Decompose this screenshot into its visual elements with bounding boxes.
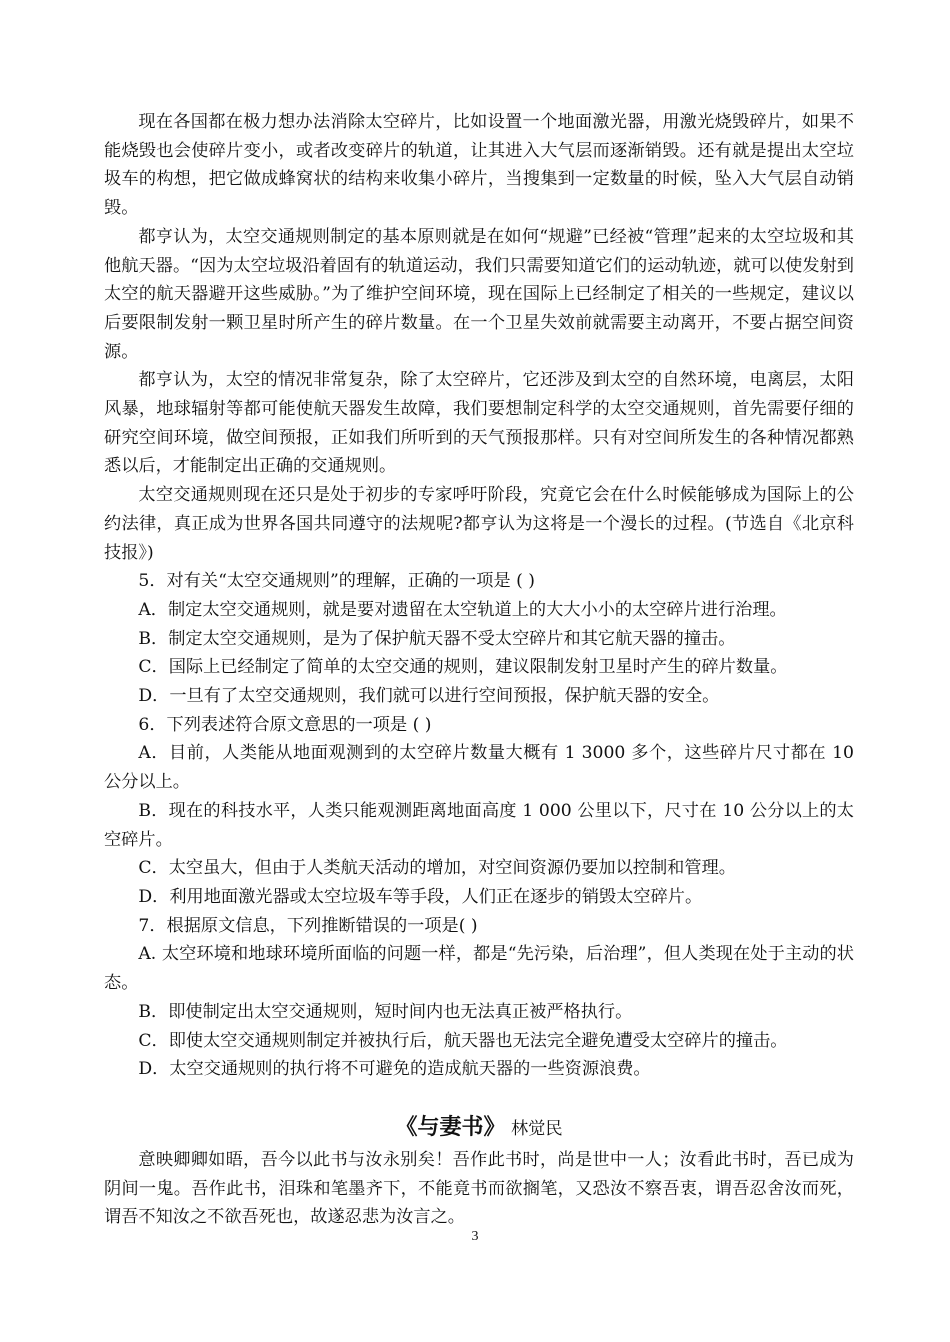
- passage-paragraph: 都亨认为，太空交通规则制定的基本原则就是在如何“规避”已经被“管理”起来的太空垃圾和其他航天器。“因为太空垃圾沿着固有的轨道运动，我们只需要知道它们的运动轨迹，就可以使发射到太空的航天器避开这些威胁。”为了维护空间环境，现在国际上已经制定了相关的一些规定，建议以后要限制发射一颗卫星时所产生的碎片数量。在一个卫星失效前就需要主动离开，不要占据空间资源。: [104, 226, 854, 362]
- answer-option: C．太空虽大，但由于人类航天活动的增加，对空间资源仍要加以控制和管理。: [138, 858, 736, 879]
- essay-title: 《与妻书》: [395, 1113, 506, 1140]
- answer-option: A．制定太空交通规则，就是要对遗留在太空轨道上的大大小小的太空碎片进行治理。: [138, 599, 787, 620]
- answer-option: C．即使太空交通规则制定并被执行后，航天器也无法完全避免遭受太空碎片的撞击。: [138, 1030, 788, 1051]
- answer-option: A．目前，人类能从地面观测到的太空碎片数量大概有 1 3000 多个，这些碎片尺寸都在 10 公分以上。: [104, 743, 854, 793]
- answer-option: B．现在的科技水平，人类只能观测距离地面高度 1 000 公里以下，尺寸在 10 公分以上的太空碎片。: [104, 800, 854, 850]
- answer-option: D．一旦有了太空交通规则，我们就可以进行空间预报，保护航天器的安全。: [138, 686, 720, 707]
- answer-option: B．制定太空交通规则，是为了保护航天器不受太空碎片和其它航天器的撞击。: [138, 628, 736, 649]
- answer-option: A. 太空环境和地球环境所面临的问题一样，都是“先污染，后治理”，但人类现在处于主动的状态。: [104, 944, 854, 994]
- question-stem: 7．根据原文信息，下列推断错误的一项是( ): [138, 915, 478, 936]
- question-6: [104, 711, 854, 912]
- reading-passage: [104, 108, 854, 567]
- question-5: [104, 567, 854, 711]
- passage-paragraph: 现在各国都在极力想办法消除太空碎片，比如设置一个地面激光器，用激光烧毁碎片，如果不能烧毁也会使碎片变小，或者改变碎片的轨道，让其进入大气层而逐渐销毁。还有就是提出太空垃圾车的构想，把它做成蜂窝状的结构来收集小碎片，当搜集到一定数量的时候，坠入大气层自动销毁。: [104, 112, 854, 219]
- essay-section: [104, 1110, 854, 1232]
- section-spacer: [104, 1084, 854, 1110]
- document-page: [104, 108, 854, 1232]
- essay-author: 林觉民: [510, 1118, 563, 1139]
- answer-option: B．即使制定出太空交通规则，短时间内也无法真正被严格执行。: [138, 1001, 633, 1022]
- passage-paragraph: 都亨认为，太空的情况非常复杂，除了太空碎片，它还涉及到太空的自然环境，电离层，太阳风暴，地球辐射等都可能使航天器发生故障，我们要想制定科学的太空交通规则，首先需要仔细的研究空间环境，做空间预报，正如我们所听到的天气预报那样。只有对空间所发生的各种情况都熟悉以后，才能制定出正确的交通规则。: [104, 370, 854, 477]
- answer-option: D．利用地面激光器或太空垃圾车等手段，人们正在逐步的销毁太空碎片。: [138, 886, 703, 907]
- question-stem: 5．对有关“太空交通规则”的理解，正确的一项是 ( ): [138, 571, 535, 592]
- answer-option: C．国际上已经制定了简单的太空交通的规则，建议限制发射卫星时产生的碎片数量。: [138, 657, 788, 678]
- passage-paragraph: 太空交通规则现在还只是处于初步的专家呼吁阶段，究竟它会在什么时候能够成为国际上的公约法律，真正成为世界各国共同遵守的法规呢?都亨认为这将是一个漫长的过程。(节选自《北京科技报》): [104, 485, 854, 563]
- question-stem: 6．下列表述符合原文意思的一项是 ( ): [138, 714, 432, 735]
- essay-paragraph: 意映卿卿如晤，吾今以此书与汝永别矣！吾作此书时，尚是世中一人；汝看此书时，吾已成为阴间一鬼。吾作此书，泪珠和笔墨齐下，不能竟书而欲搁笔，又恐汝不察吾衷，谓吾忍舍汝而死，谓吾不知汝之不欲吾死也，故遂忍悲为汝言之。: [104, 1149, 854, 1228]
- answer-option: D．太空交通规则的执行将不可避免的造成航天器的一些资源浪费。: [138, 1059, 651, 1080]
- question-7: [104, 912, 854, 1084]
- essay-heading: [104, 1110, 854, 1146]
- page-number: 3: [471, 1229, 479, 1244]
